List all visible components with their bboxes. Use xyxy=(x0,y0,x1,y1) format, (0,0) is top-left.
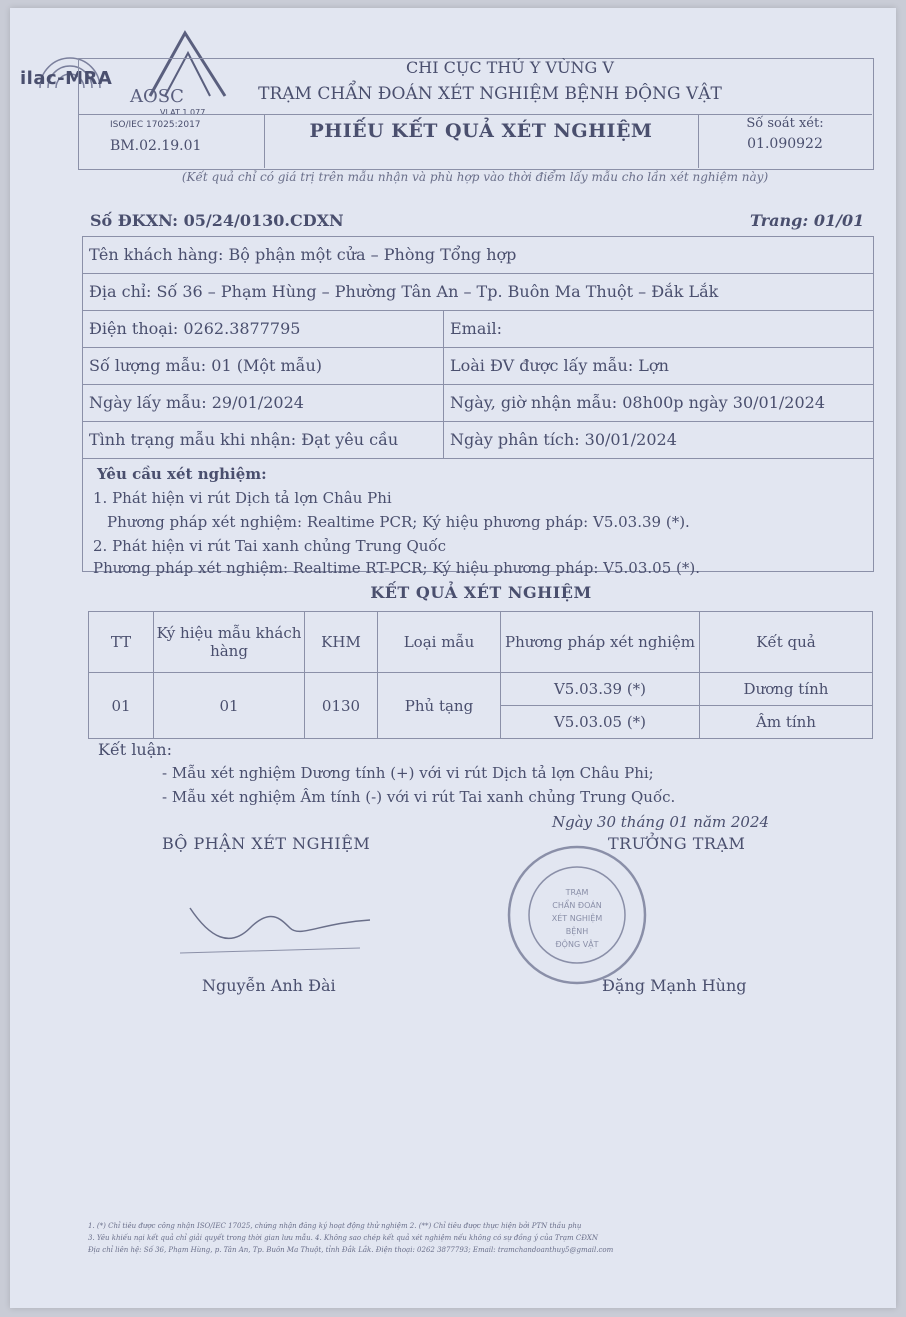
station-name: TRẠM CHẨN ĐOÁN XÉT NGHIỆM BỆNH ĐỘNG VẬT xyxy=(258,84,722,104)
info-row xyxy=(83,311,873,348)
request-line: 2. Phát hiện vi rút Tai xanh chủng Trung Quốc xyxy=(93,537,446,555)
customer-email: Email: xyxy=(450,319,503,338)
conclusion-line: - Mẫu xét nghiệm Dương tính (+) với vi rút Dịch tả lợn Châu Phi; xyxy=(162,764,654,782)
svg-text:XÉT NGHIỆM: XÉT NGHIỆM xyxy=(551,914,603,923)
ilac-mra-label: ilac-MRA xyxy=(20,68,113,89)
result-sheet xyxy=(10,8,896,1308)
test-result: Dương tính xyxy=(700,673,873,706)
info-row xyxy=(83,274,873,311)
column-header: Ký hiệu mẫu khách hàng xyxy=(154,612,305,673)
column-header: KHM xyxy=(305,612,378,673)
request-line: 1. Phát hiện vi rút Dịch tả lợn Châu Phi xyxy=(93,489,392,507)
row-number: 01 xyxy=(89,673,154,739)
document-title: PHIẾU KẾT QUẢ XÉT NGHIỆM xyxy=(309,120,653,142)
serial-label: Số soát xét: xyxy=(746,116,824,131)
registration-number: Số ĐKXN: 05/24/0130.CDXN xyxy=(90,211,344,230)
column-header: Phương pháp xét nghiệm xyxy=(501,612,700,673)
footer-notes xyxy=(88,1220,878,1256)
form-code: BM.02.19.01 xyxy=(110,138,202,154)
station-head-name: Đặng Mạnh Hùng xyxy=(602,976,747,995)
column-header: Loại mẫu xyxy=(378,612,501,673)
conclusion-heading: Kết luận: xyxy=(98,740,172,759)
request-line: Phương pháp xét nghiệm: Realtime PCR; Ký hiệu phương pháp: V5.03.39 (*). xyxy=(107,513,690,531)
table-header-row xyxy=(89,612,873,673)
svg-text:CHẨN ĐOÁN: CHẨN ĐOÁN xyxy=(552,901,602,910)
station-head-title: TRƯỞNG TRẠM xyxy=(608,834,746,853)
svg-text:ĐỘNG VẬT: ĐỘNG VẬT xyxy=(555,940,599,949)
customer-info-table xyxy=(82,236,874,459)
lab-department-title: BỘ PHẬN XÉT NGHIỆM xyxy=(162,834,371,853)
official-stamp-icon xyxy=(502,840,652,990)
results-title: KẾT QUẢ XÉT NGHIỆM xyxy=(370,583,592,602)
info-row xyxy=(83,422,873,458)
lab-signer-name: Nguyễn Anh Đài xyxy=(202,976,336,995)
test-result: Âm tính xyxy=(700,706,873,739)
test-method: V5.03.05 (*) xyxy=(501,706,700,739)
khm-code: 0130 xyxy=(305,673,378,739)
customer-name: Tên khách hàng: Bộ phận một cửa – Phòng Tổng hợp xyxy=(89,245,517,264)
info-row xyxy=(83,237,873,274)
request-line: Phương pháp xét nghiệm: Realtime RT-PCR; Ký hiệu phương pháp: V5.03.05 (*). xyxy=(93,559,700,577)
page-number: Trang: 01/01 xyxy=(750,211,865,230)
analysis-date: Ngày phân tích: 30/01/2024 xyxy=(450,430,677,449)
agency-name: CHI CỤC THÚ Y VÙNG V xyxy=(406,58,614,77)
info-row xyxy=(83,385,873,422)
customer-address: Địa chỉ: Số 36 – Phạm Hùng – Phường Tân An – Tp. Buôn Ma Thuột – Đắk Lắk xyxy=(89,282,719,301)
footer-line: 1. (*) Chỉ tiêu được công nhận ISO/IEC 17025, chứng nhận đăng ký hoạt động thử nghiệm 2. (**) Chỉ tiêu được thực hiện bởi PTN thầu phụ xyxy=(88,1222,582,1230)
customer-phone: Điện thoại: 0262.3877795 xyxy=(83,311,444,347)
validity-note: (Kết quả chỉ có giá trị trên mẫu nhận và phù hợp vào thời điểm lấy mẫu cho lần xét nghiệm này) xyxy=(181,170,769,184)
sampling-date: Ngày lấy mẫu: 29/01/2024 xyxy=(83,385,444,421)
requests-heading: Yêu cầu xét nghiệm: xyxy=(97,465,267,483)
aosc-label: AOSC xyxy=(130,86,184,107)
serial-value: 01.090922 xyxy=(747,136,823,152)
test-method: V5.03.39 (*) xyxy=(501,673,700,706)
table-row xyxy=(89,673,873,706)
svg-text:TRẠM: TRẠM xyxy=(565,888,589,897)
results-table xyxy=(88,611,873,739)
vilas-label: VLAT 1 077 xyxy=(160,108,206,117)
column-header: TT xyxy=(89,612,154,673)
signature-icon xyxy=(170,898,380,958)
sample-condition: Tình trạng mẫu khi nhận: Đạt yêu cầu xyxy=(83,422,444,458)
sample-type: Phủ tạng xyxy=(378,673,501,739)
test-requests xyxy=(82,459,874,577)
iso-standard: ISO/IEC 17025:2017 xyxy=(110,120,201,130)
footer-line: Địa chỉ liên hệ: Số 36, Phạm Hùng, p. Tân An, Tp. Buôn Ma Thuột, tỉnh Đắk Lắk. Điện thoại: 0262 3877793; Email: tramchandoanthuy5@gmail.com xyxy=(88,1246,614,1254)
animal-species: Loài ĐV được lấy mẫu: Lợn xyxy=(450,356,669,375)
info-row xyxy=(83,348,873,385)
receipt-datetime: Ngày, giờ nhận mẫu: 08h00p ngày 30/01/2024 xyxy=(450,393,826,412)
conclusion-line: - Mẫu xét nghiệm Âm tính (-) với vi rút Tai xanh chủng Trung Quốc. xyxy=(162,788,676,806)
column-header: Kết quả xyxy=(700,612,873,673)
signing-date: Ngày 30 tháng 01 năm 2024 xyxy=(552,813,770,831)
client-sample-code: 01 xyxy=(154,673,305,739)
footer-line: 3. Yêu khiếu nại kết quả chỉ giải quyết trong thời gian lưu mẫu. 4. Không sao chép kết quả xét nghiệm nếu không có sự đồng ý của Trạm CĐXN xyxy=(88,1234,599,1242)
svg-text:BỆNH: BỆNH xyxy=(565,927,589,936)
sample-count: Số lượng mẫu: 01 (Một mẫu) xyxy=(83,348,444,384)
